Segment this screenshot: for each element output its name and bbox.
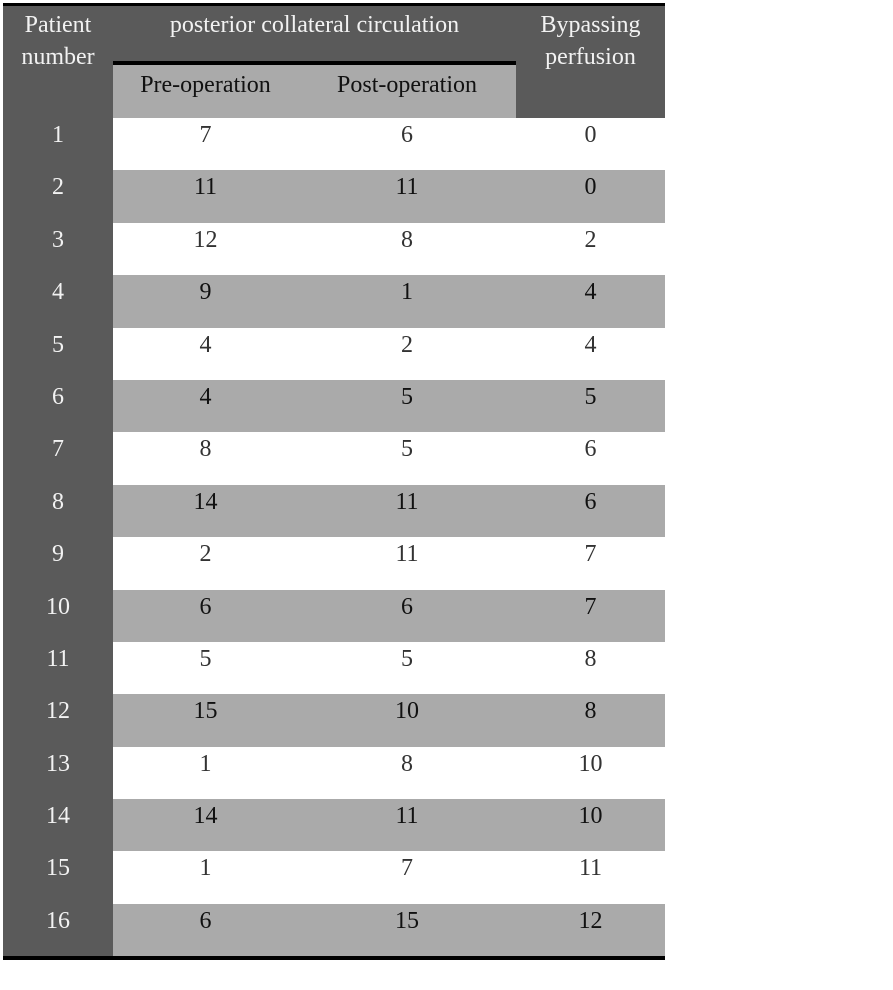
table-row [3, 694, 665, 746]
table-row [3, 118, 665, 170]
table-row [3, 170, 665, 222]
header-patient-number [3, 9, 113, 73]
table-row [3, 537, 665, 589]
cell-pre-operation: 6 [113, 904, 298, 956]
cell-post-operation: 2 [298, 328, 516, 380]
cell-post-operation: 10 [298, 694, 516, 746]
table-row [3, 851, 665, 903]
table-row [3, 642, 665, 694]
header-bypass-line2: perfusion [545, 44, 636, 70]
cell-post-operation: 11 [298, 537, 516, 589]
cell-patient-number: 3 [3, 223, 113, 275]
cell-bypassing-perfusion: 8 [516, 694, 665, 746]
bottom-rule [3, 956, 665, 960]
header-bypass-line1: Bypassing [540, 12, 641, 38]
cell-pre-operation: 4 [113, 380, 298, 432]
cell-post-operation: 6 [298, 118, 516, 170]
table-row [3, 328, 665, 380]
cell-patient-number: 5 [3, 328, 113, 380]
cell-patient-number: 13 [3, 747, 113, 799]
table-row [3, 590, 665, 642]
cell-patient-number: 4 [3, 275, 113, 327]
cell-post-operation: 1 [298, 275, 516, 327]
cell-bypassing-perfusion: 12 [516, 904, 665, 956]
cell-patient-number: 10 [3, 590, 113, 642]
table-row [3, 275, 665, 327]
cell-pre-operation: 12 [113, 223, 298, 275]
table-row [3, 799, 665, 851]
cell-patient-number: 8 [3, 485, 113, 537]
cell-bypassing-perfusion: 2 [516, 223, 665, 275]
cell-post-operation: 11 [298, 170, 516, 222]
cell-bypassing-perfusion: 4 [516, 328, 665, 380]
cell-bypassing-perfusion: 0 [516, 118, 665, 170]
cell-patient-number: 16 [3, 904, 113, 956]
table-body [3, 118, 665, 956]
cell-pre-operation: 14 [113, 799, 298, 851]
header-pre-operation: Pre-operation [140, 72, 271, 98]
cell-post-operation: 7 [298, 851, 516, 903]
cell-pre-operation: 14 [113, 485, 298, 537]
cell-pre-operation: 1 [113, 851, 298, 903]
cell-post-operation: 6 [298, 590, 516, 642]
cell-pre-operation: 11 [113, 170, 298, 222]
cell-pre-operation: 5 [113, 642, 298, 694]
cell-patient-number: 9 [3, 537, 113, 589]
cell-pre-operation: 6 [113, 590, 298, 642]
cell-post-operation: 15 [298, 904, 516, 956]
table-header [3, 6, 665, 118]
cell-bypassing-perfusion: 0 [516, 170, 665, 222]
cell-patient-number: 15 [3, 851, 113, 903]
cell-patient-number: 14 [3, 799, 113, 851]
cell-bypassing-perfusion: 6 [516, 485, 665, 537]
data-table [3, 3, 665, 960]
cell-bypassing-perfusion: 4 [516, 275, 665, 327]
table-row [3, 747, 665, 799]
cell-patient-number: 7 [3, 432, 113, 484]
cell-pre-operation: 4 [113, 328, 298, 380]
cell-pre-operation: 15 [113, 694, 298, 746]
header-post-operation: Post-operation [337, 72, 477, 98]
cell-bypassing-perfusion: 5 [516, 380, 665, 432]
cell-patient-number: 11 [3, 642, 113, 694]
header-patient-line2: number [21, 44, 95, 70]
cell-post-operation: 8 [298, 223, 516, 275]
cell-bypassing-perfusion: 6 [516, 432, 665, 484]
cell-patient-number: 6 [3, 380, 113, 432]
cell-pre-operation: 7 [113, 118, 298, 170]
cell-pre-operation: 9 [113, 275, 298, 327]
cell-post-operation: 8 [298, 747, 516, 799]
table-row [3, 380, 665, 432]
cell-pre-operation: 1 [113, 747, 298, 799]
table-row [3, 432, 665, 484]
cell-post-operation: 11 [298, 485, 516, 537]
cell-bypassing-perfusion: 8 [516, 642, 665, 694]
cell-bypassing-perfusion: 11 [516, 851, 665, 903]
table-row [3, 485, 665, 537]
cell-post-operation: 5 [298, 642, 516, 694]
cell-bypassing-perfusion: 7 [516, 537, 665, 589]
header-bypassing-perfusion [516, 9, 665, 73]
cell-bypassing-perfusion: 10 [516, 799, 665, 851]
cell-post-operation: 11 [298, 799, 516, 851]
header-patient-line1: Patient [24, 12, 92, 38]
cell-bypassing-perfusion: 7 [516, 590, 665, 642]
cell-pre-operation: 8 [113, 432, 298, 484]
table-row [3, 223, 665, 275]
cell-post-operation: 5 [298, 380, 516, 432]
cell-patient-number: 2 [3, 170, 113, 222]
cell-patient-number: 12 [3, 694, 113, 746]
header-group-posterior: posterior collateral circulation [169, 12, 460, 38]
cell-pre-operation: 2 [113, 537, 298, 589]
cell-bypassing-perfusion: 10 [516, 747, 665, 799]
cell-patient-number: 1 [3, 118, 113, 170]
cell-post-operation: 5 [298, 432, 516, 484]
table-row [3, 904, 665, 956]
